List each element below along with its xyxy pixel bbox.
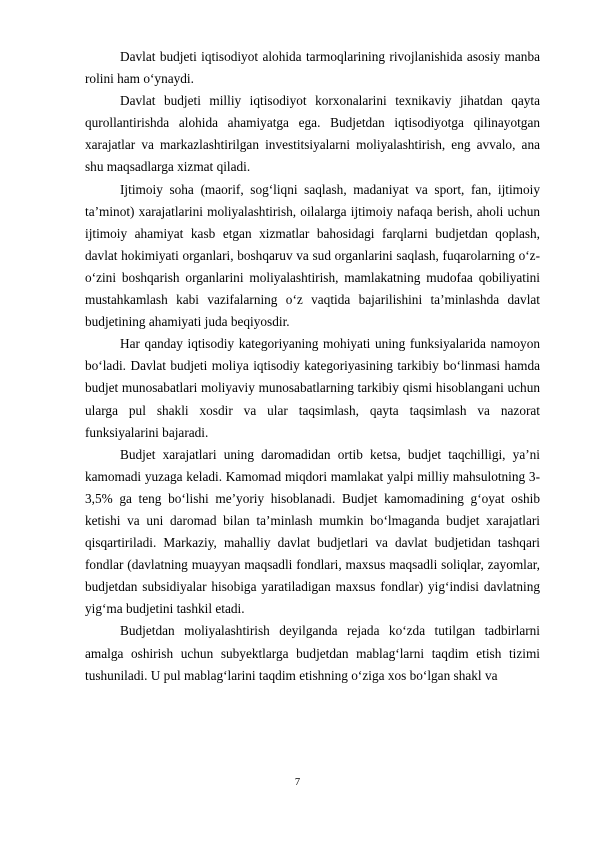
document-body <box>85 46 540 687</box>
paragraph-4: Har qanday iqtisodiy kategoriyaning mohiyati uning funksiyalarida namoyon bo‘ladi. Davlat budjeti moliya iqtisodiy kategoriyasining tarkibiy bo‘linmasi hamda budjet munosabatlari moliyaviy munosabatlarning tarkibiy qismi hisoblangani uchun ularga pul shakli xosdir va ular taqsimlash, qayta taqsimlash va nazorat funksiyalarini bajaradi. <box>85 336 540 440</box>
paragraph-5: Budjet xarajatlari uning daromadidan ortib ketsa, budjet taqchilligi, ya’ni kamomadi yuzaga keladi. Kamomad miqdori mamlakat yalpi milliy mahsulotning 3-3,5% ga teng bo‘lishi me’yoriy hisoblanadi. Budjet kamomadining g‘oyat oshib ketishi va uni daromad bilan ta’minlash mumkin bo‘lmaganda budjet xarajatlari qisqartiriladi. Markaziy, mahalliy davlat budjetlari va davlat budjetidan tashqari fondlar (davlatning muayyan maqsadli fondlari, maxsus maqsadli soliqlar, zayomlar, budjetdan subsidiyalar hisobiga yaratiladigan maxsus fondlar) yig‘indisi davlatning yig‘ma budjetini tashkil etadi. <box>85 446 540 617</box>
paragraph-1: Davlat budjeti iqtisodiyot alohida tarmoqlarining rivojlanishida asosiy manba rolini ham o‘ynaydi. <box>85 49 540 87</box>
paragraph-6: Budjetdan moliyalashtirish deyilganda rejada ko‘zda tutilgan tadbirlarni amalga oshirish uchun subyektlarga budjetdan mablag‘larni taqdim etish tizimi tushuniladi. U pul mablag‘larini taqdim etishning o‘ziga xos bo‘lgan shakl va <box>85 623 540 683</box>
paragraph-2: Davlat budjeti milliy iqtisodiyot korxonalarini texnikaviy jihatdan qayta qurollantirishda alohida ahamiyatga ega. Budjetdan iqtisodiyotga qilinayotgan xarajatlar va markazlashtirilgan investitsiyalarni moliyalashtirish, eng avvalo, ana shu maqsadlarga xizmat qiladi. <box>85 93 540 175</box>
page-number: 7 <box>294 777 301 788</box>
paragraph-3: Ijtimoiy soha (maorif, sog‘liqni saqlash, madaniyat va sport, fan, ijtimoiy ta’minot) xarajatlarini moliyalashtirish, oilalarga ijtimoiy nafaqa berish, aholi uchun ijtimoiy ahamiyat kasb etgan xizmatlar bahosidagi farqlarni budjetdan qoplash, davlat hokimiyati organlari, boshqaruv va sud organlarini saqlash, fuqarolarning o‘z-o‘zini boshqarish organlarini moliyalashtirish, mamlakatning mudofaa qobiliyatini mustahkamlash kabi vazifalarning o‘z vaqtida bajarilishini ta’minlashda davlat budjetining ahamiyati juda beqiyosdir. <box>85 181 540 330</box>
